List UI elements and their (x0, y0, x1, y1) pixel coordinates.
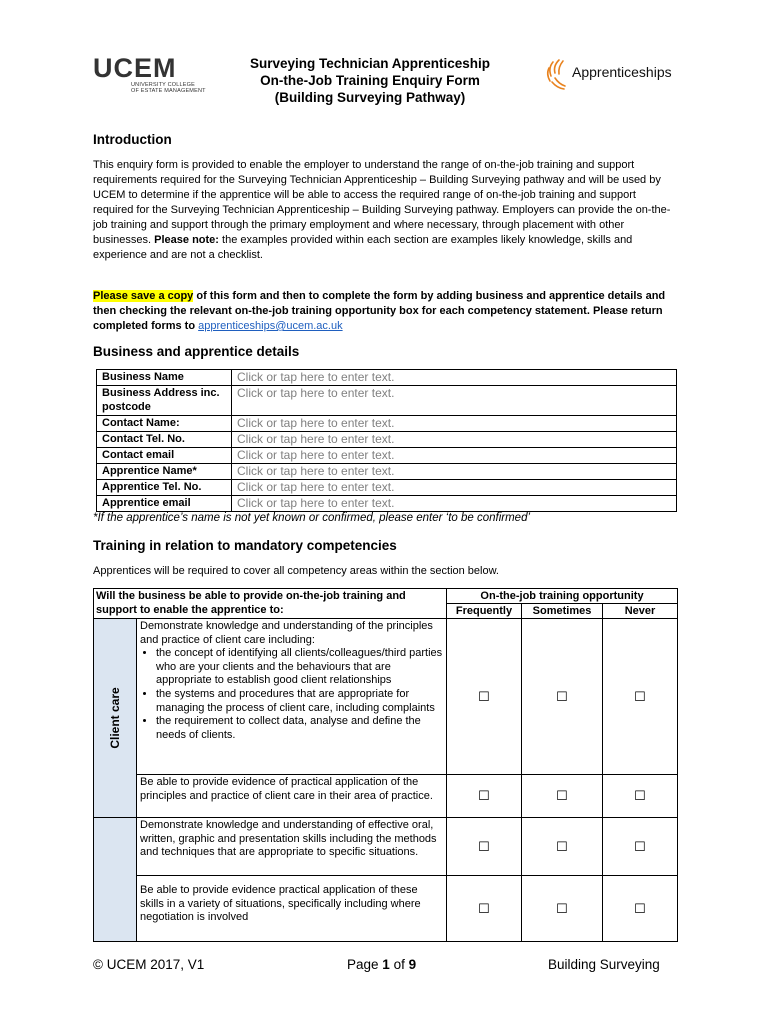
table-row (97, 416, 677, 432)
footer-page-current: 1 (382, 957, 390, 972)
business-details-table (96, 369, 677, 512)
footer-page-number (347, 957, 416, 972)
contact-tel-label: Contact Tel. No. (97, 432, 232, 448)
apprentice-name-label: Apprentice Name* (97, 464, 232, 480)
competency-client-care-knowledge (137, 619, 447, 775)
ucem-logo-mark: UCEM (93, 53, 177, 83)
ucem-logo-sub-line1: UNIVERSITY COLLEGE (131, 82, 196, 88)
training-heading: Training in relation to mandatory competencies (93, 538, 397, 553)
title-line-1: Surveying Technician Apprenticeship (249, 56, 491, 71)
competency-client-care-evidence: Be able to provide evidence of practical application of the principles and practice of client care in their area of practice. (137, 775, 447, 818)
business-address-field[interactable]: Click or tap here to enter text. (232, 386, 677, 416)
question-column-header: Will the business be able to provide on-the-job training and support to enable the apprentice to: (94, 589, 447, 619)
checkbox-never[interactable]: ☐ (603, 775, 678, 818)
table-row (97, 432, 677, 448)
business-name-label: Business Name (97, 370, 232, 386)
apprentice-tel-label: Apprentice Tel. No. (97, 480, 232, 496)
title-line-3: (Building Surveying Pathway) (274, 90, 466, 105)
opportunity-column-header: On-the-job training opportunity (447, 589, 678, 604)
introduction-note-label: Please note: (154, 234, 219, 246)
frequently-column-header: Frequently (447, 604, 522, 619)
apprenticeships-logo (545, 56, 680, 90)
list-item: • the requirement to collect data, analyse and define the needs of clients. (156, 715, 443, 742)
apprenticeships-email-link[interactable]: apprenticeships@ucem.ac.uk (198, 320, 343, 332)
apprentice-name-footnote: *If the apprentice’s name is not yet known or confirmed, please enter ‘to be confirmed’ (93, 512, 531, 524)
save-instructions (93, 289, 673, 334)
list-item: • the concept of identifying all clients/colleagues/third parties who are your clients and the behaviours that are appropriate to establish good client relationships (156, 647, 443, 688)
contact-name-label: Contact Name: (97, 416, 232, 432)
save-instructions-text: of this form and then to complete the form by adding business and apprentice details and then checking the relevant on-the-job training opportunity box for each competency statement. Please return completed forms to (93, 290, 666, 332)
checkbox-sometimes[interactable]: ☐ (522, 876, 603, 942)
client-care-label-text: Client care (108, 687, 122, 749)
competency-bullet-list (140, 647, 443, 742)
table-row (97, 448, 677, 464)
table-row (94, 818, 678, 876)
ucem-logo-subtitle (131, 82, 213, 94)
footer-page-total: 9 (408, 957, 417, 972)
table-row (97, 370, 677, 386)
table-row (97, 386, 677, 416)
apprentice-email-field[interactable]: Click or tap here to enter text. (232, 496, 677, 512)
title-line-2: On-the-Job Training Enquiry Form (260, 73, 480, 88)
table-row (97, 464, 677, 480)
apprenticeships-swirl-icon (545, 56, 573, 90)
client-care-section-label (94, 619, 137, 818)
never-column-header: Never (603, 604, 678, 619)
checkbox-frequently[interactable]: ☐ (447, 818, 522, 876)
table-row (94, 619, 678, 775)
competency-table (93, 588, 678, 942)
apprentice-email-label: Apprentice email (97, 496, 232, 512)
ucem-logo (93, 53, 213, 96)
training-intro: Apprentices will be required to cover all competency areas within the section below. (93, 565, 499, 577)
apprentice-tel-field[interactable]: Click or tap here to enter text. (232, 480, 677, 496)
checkbox-sometimes[interactable]: ☐ (522, 818, 603, 876)
document-title (210, 55, 530, 106)
footer-copyright: © UCEM 2017, V1 (93, 957, 205, 972)
table-row (94, 775, 678, 818)
introduction-heading: Introduction (93, 132, 172, 147)
table-row (94, 876, 678, 942)
business-details-heading: Business and apprentice details (93, 344, 300, 359)
checkbox-sometimes[interactable]: ☐ (522, 775, 603, 818)
table-row (97, 496, 677, 512)
table-header-row (94, 589, 678, 604)
competency-communication-evidence: Be able to provide evidence practical application of these skills in a variety of situations, specifically including where negotiation is involved (137, 876, 447, 942)
apprentice-name-field[interactable]: Click or tap here to enter text. (232, 464, 677, 480)
contact-email-field[interactable]: Click or tap here to enter text. (232, 448, 677, 464)
checkbox-never[interactable]: ☐ (603, 876, 678, 942)
checkbox-frequently[interactable]: ☐ (447, 619, 522, 775)
introduction-text: This enquiry form is provided to enable the employer to understand the range of on-the-job training and support requirements required for the Surveying Technician Apprenticeship – Building Surveying pathway and will be used by UCEM to determine if the apprentice will be able to access the required range of on-the-job training and support required for the Surveying Technician Apprenticeship – Building Surveying pathway. Employers can provide the on-the-job training and support through the primary employment and where necessary, through placement with other businesses. (93, 159, 671, 246)
checkbox-never[interactable]: ☐ (603, 818, 678, 876)
introduction-note-text: the examples provided within each section are examples likely knowledge, skills and experience and are not a checklist. (93, 234, 633, 261)
footer-pathway: Building Surveying (548, 957, 660, 972)
checkbox-sometimes[interactable]: ☐ (522, 619, 603, 775)
competency-communication-knowledge: Demonstrate knowledge and understanding of effective oral, written, graphic and presentation skills including the methods and techniques that are appropriate to specific situations. (137, 818, 447, 876)
ucem-logo-sub-line2: OF ESTATE MANAGEMENT (131, 88, 206, 94)
business-address-label: Business Address inc. postcode (97, 386, 232, 416)
apprenticeships-logo-text: Apprenticeships (572, 64, 672, 80)
save-copy-highlight: Please save a copy (93, 290, 194, 302)
checkbox-frequently[interactable]: ☐ (447, 775, 522, 818)
business-name-field[interactable]: Click or tap here to enter text. (232, 370, 677, 386)
contact-name-field[interactable]: Click or tap here to enter text. (232, 416, 677, 432)
sometimes-column-header: Sometimes (522, 604, 603, 619)
contact-email-label: Contact email (97, 448, 232, 464)
table-row (97, 480, 677, 496)
communication-section-label (94, 818, 137, 942)
contact-tel-field[interactable]: Click or tap here to enter text. (232, 432, 677, 448)
footer-page-word: Page (347, 957, 379, 972)
footer-of-word: of (393, 957, 405, 972)
introduction-paragraph (93, 158, 673, 263)
checkbox-frequently[interactable]: ☐ (447, 876, 522, 942)
competency-intro-text: Demonstrate knowledge and understanding of the principles and practice of client care including: (140, 620, 433, 646)
list-item: • the systems and procedures that are appropriate for managing the process of client care, including complaints (156, 688, 443, 715)
checkbox-never[interactable]: ☐ (603, 619, 678, 775)
